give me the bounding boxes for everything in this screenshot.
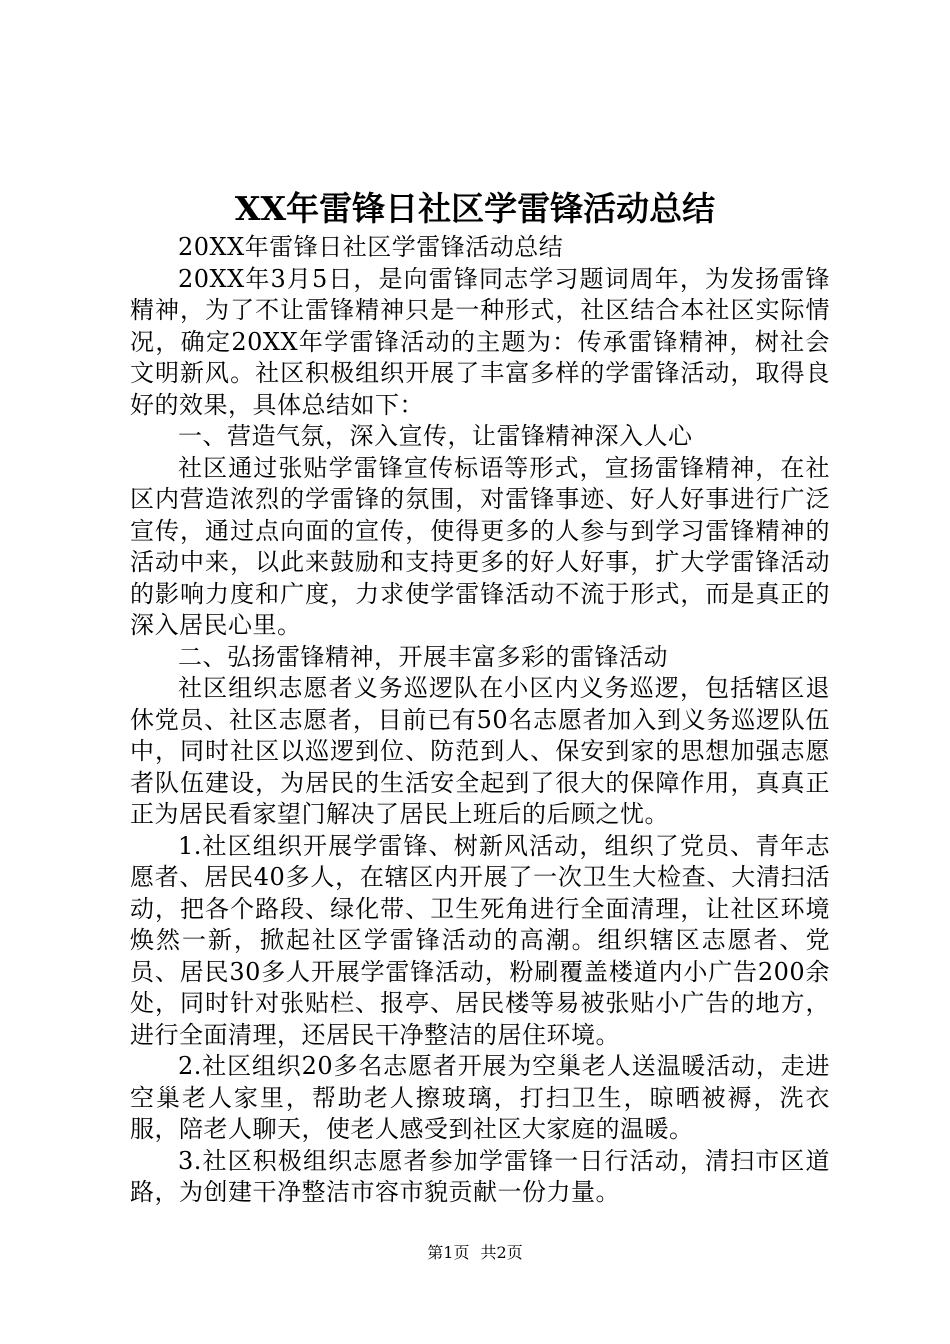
list-item-2: 2.社区组织20多名志愿者开展为空巢老人送温暖活动，走进空巢老人家里，帮助老人擦玻璃，打扫卫生，晾晒被褥，洗衣服，陪老人聊天，使老人感受到社区大家庭的温暖。: [130, 1052, 830, 1143]
paragraph-section-2: 社区组织志愿者义务巡逻队在小区内义务巡逻，包括辖区退休党员、社区志愿者，目前已有50名志愿者加入到义务巡逻队伍中，同时社区以巡逻到位、防范到人、保安到家的思想加强志愿者队伍建设，为居民的生活安全起到了很大的保障作用，真真正正为居民看家望门解决了居民上班后的后顾之忧。: [130, 674, 830, 828]
paragraph-section-1: 社区通过张贴学雷锋宣传标语等形式，宣扬雷锋精神，在社区内营造浓烈的学雷锋的氛围，对雷锋事迹、好人好事进行广泛宣传，通过点向面的宣传，使得更多的人参与到学习雷锋精神的活动中来，以此来鼓励和支持更多的好人好事，扩大学雷锋活动的影响力度和广度，力求使学雷锋活动不流于形式，而是真正的深入居民心里。: [130, 453, 830, 639]
list-item-3: 3.社区积极组织志愿者参加学雷锋一日行活动，清扫市区道路，为创建干净整洁市容市貌贡献一份力量。: [130, 1146, 830, 1206]
page-number: 第1页: [427, 1243, 470, 1262]
paragraph-subtitle: 20XX年雷锋日社区学雷锋活动总结: [178, 233, 564, 261]
document-body: [130, 232, 830, 1209]
section-heading-1: 一、营造气氛，深入宣传，让雷锋精神深入人心: [178, 422, 693, 450]
page-footer: [0, 1242, 950, 1264]
section-heading-2: 二、弘扬雷锋精神，开展丰富多彩的雷锋活动: [178, 642, 668, 671]
paragraph-intro: 20XX年3月5日，是向雷锋同志学习题词周年，为发扬雷锋精神，为了不让雷锋精神只是一种形式，社区结合本社区实际情况，确定20XX年学雷锋活动的主题为：传承雷锋精神，树社会文明新风。社区积极组织开展了丰富多样的学雷锋活动，取得良好的效果，具体总结如下：: [130, 264, 830, 419]
list-item-1: 1.社区组织开展学雷锋、树新风活动，组织了党员、青年志愿者、居民40多人，在辖区内开展了一次卫生大检查、大清扫活动，把各个路段、绿化带、卫生死角进行全面清理，让社区环境焕然一新，掀起社区学雷锋活动的高潮。组织辖区志愿者、党员、居民30多人开展学雷锋活动，粉刷覆盖楼道内小广告200余处，同时针对张贴栏、报亭、居民楼等易被张贴小广告的地方，进行全面清理，还居民干净整洁的居住环境。: [130, 831, 830, 1049]
page-total: 共2页: [480, 1243, 523, 1262]
document-title: XX年雷锋日社区学雷锋活动总结: [234, 189, 716, 228]
